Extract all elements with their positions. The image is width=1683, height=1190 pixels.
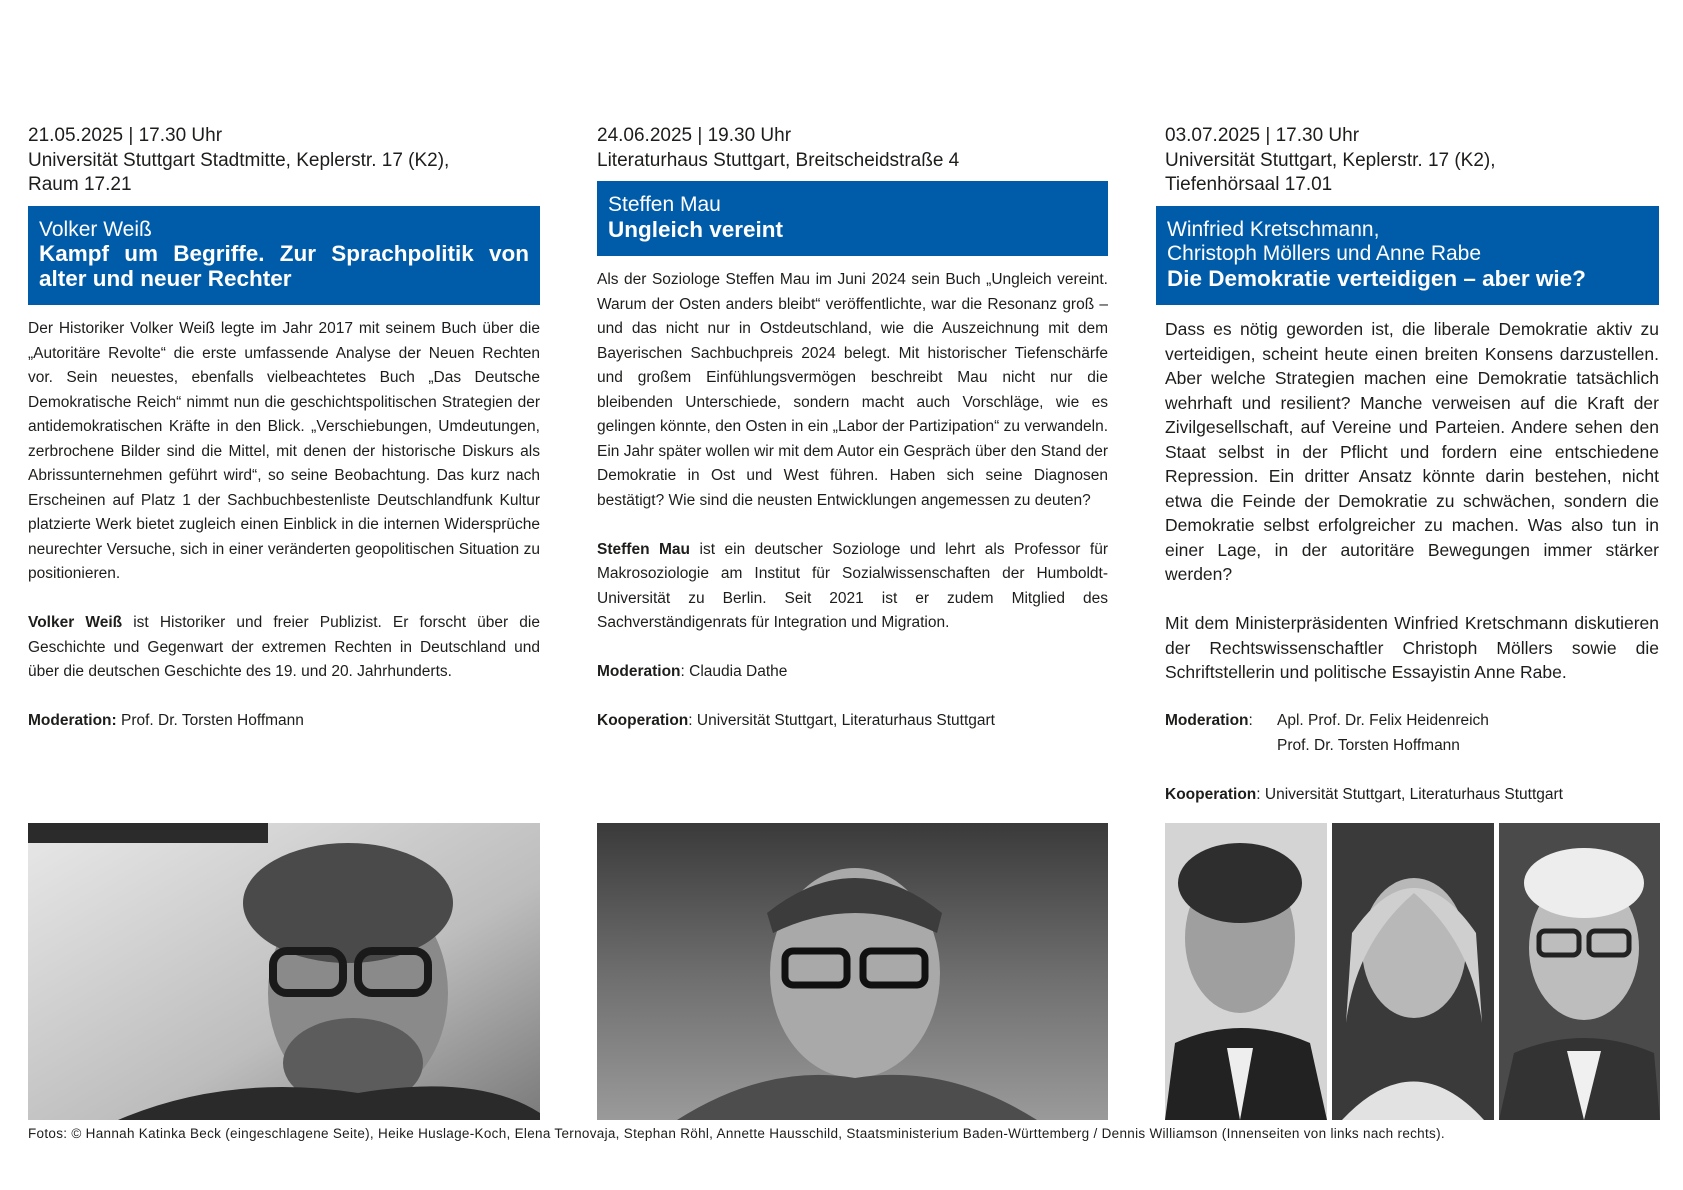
event-description-2: Mit dem Ministerpräsidenten Winfried Kretschmann diskutieren der Rechtswissenschaftler Christoph Möllers sowie die Schriftstellerin und politische Essayistin Anne Rabe.: [1165, 613, 1659, 682]
event-venue-line: Raum 17.21: [28, 174, 132, 195]
photo-anne-rabe: [1332, 823, 1494, 1120]
event-date-time: 03.07.2025 | 17.30 Uhr: [1165, 125, 1360, 146]
event-column-3: [1165, 124, 1659, 807]
bio-name: Volker Weiß: [28, 614, 123, 631]
event-venue-line: Literaturhaus Stuttgart, Breitscheidstraße 4: [597, 149, 960, 171]
event-meta: [597, 124, 1108, 173]
event-description: Dass es nötig geworden ist, die liberale Demokratie aktiv zu verteidigen, scheint heute einen breiten Konsens darzustellen. Aber welche Strategien machen eine Demokratie tatsächlich wehrhaft und resilient? Manche verweisen auf die Kraft der Zivilgesellschaft, auf Vereine und Parteien. Andere sehen den Staat selbst in der Pflicht und fordern eine entschiedene Repression. Ein dritter Ansatz könnte darin bestehen, nicht etwa die Feinde der Demokratie zu schwächen, sondern die Demokratie selbst erfolgreicher zu machen. Was also tun in einer Lage, in der autoritäre Bewegungen immer stärker werden?: [1165, 319, 1659, 584]
bio-text: ist ein deutscher Soziologe und lehrt als Professor für Makrosoziologie am Institut für Sozialwissenschaften der Humboldt-Universität zu Berlin. Seit 2021 ist er zudem Mitglied des Sachverständigenrats für Integration und Migration.: [597, 540, 1108, 631]
photo-volker-weiss: [28, 823, 540, 1120]
moderation-label: Moderation:: [28, 712, 117, 729]
photo-steffen-mau: [597, 823, 1108, 1120]
moderation-value: Prof. Dr. Torsten Hoffmann: [116, 712, 304, 729]
photo-winfried-kretschmann: [1499, 823, 1660, 1120]
event-title: Kampf um Begriffe. Zur Sprachpolitik von alter und neuer Rechter: [39, 241, 529, 291]
photo-credits: Fotos: © Hannah Katinka Beck (eingeschlagene Seite), Heike Huslage-Koch, Elena Ternovaja, Stephan Röhl, Annette Hausschild, Staatsministerium Baden-Württemberg / Dennis Williamson (Innenseiten von links nach rechts).: [28, 1126, 1445, 1141]
event-date-time: 24.06.2025 | 19.30 Uhr: [597, 125, 792, 146]
speaker-bio: [28, 611, 540, 685]
event-speaker: Steffen Mau: [608, 193, 721, 216]
event-venue-line: Universität Stuttgart Stadtmitte, Keplerstr. 17 (K2),: [28, 149, 450, 171]
event-description: Der Historiker Volker Weiß legte im Jahr 2017 mit seinem Buch über die „Autoritäre Revolte“ die erste umfassende Analyse der Neuen Rechten vor. Sein neuestes, ebenfalls vielbeachtetes Buch „Das Deutsche Demokratische Reich“ nimmt nun die geschichtspolitischen Strategien der antidemokratischen Kräfte in den Blick. „Verschiebungen, Umdeutungen, zerbrochene Bilder sind die Mittel, mit denen der historische Diskurs als Abrissunternehmen geführt wird“, so seine Beobachtung. Das kurz nach Erscheinen auf Platz 1 der Sachbuchbestenliste Deutschlandfunk Kultur platzierte Werk bietet zugleich einen Einblick in die internen Widersprüche neurechter Versuche, sich in einer veränderten geopolitischen Situation zu positionieren.: [28, 320, 540, 582]
event-column-1: [28, 124, 540, 734]
cooperation-value: : Universität Stuttgart, Literaturhaus Stuttgart: [688, 712, 995, 729]
moderation-value: : Claudia Dathe: [680, 663, 788, 680]
cooperation: [1165, 783, 1659, 808]
moderation-label: Moderation: [597, 663, 681, 680]
event-title-band: [1156, 206, 1659, 306]
event-meta: [28, 124, 540, 198]
moderation-label: Moderation: [1165, 712, 1249, 729]
event-title-band: [28, 206, 540, 306]
event-column-2: [597, 124, 1108, 734]
cooperation: [597, 709, 1108, 734]
moderator: Prof. Dr. Torsten Hoffmann: [1277, 736, 1460, 754]
moderation: Moderation: Apl. Prof. Dr. Felix Heidenreich Prof. Dr. Torsten Hoffmann: [1165, 709, 1659, 758]
moderation: [28, 709, 540, 734]
bio-text: ist Historiker und freier Publizist. Er forscht über die Geschichte und Gegenwart der extremen Rechten in Deutschland und über die deutschen Geschichte des 19. und 20. Jahrhunderts.: [28, 614, 540, 680]
event-title: Ungleich vereint: [608, 216, 784, 242]
event-description: Als der Soziologe Steffen Mau im Juni 2024 sein Buch „Ungleich vereint. Warum der Osten anders bleibt“ veröffentlichte, war die Resonanz groß – und das nicht nur in Ostdeutschland, wie die Auszeichnung mit dem Bayerischen Sachbuchpreis 2024 belegt. Mit historischer Tiefenschärfe und großem Einfühlungsvermögen beschreibt Mau nicht nur die bleibenden Unterschiede, sondern macht auch Vorschläge, wie es gelingen könnte, den Osten in ein „Labor der Partizipation“ zu verwandeln. Ein Jahr später wollen wir mit dem Autor ein Gespräch über den Stand der Demokratie in Ost und West führen. Haben sich seine Diagnosen bestätigt? Wie sind die neusten Entwicklungen angemessen zu deuten?: [597, 271, 1108, 509]
bio-name: Steffen Mau: [597, 540, 691, 558]
cooperation-value: : Universität Stuttgart, Literaturhaus Stuttgart: [1256, 785, 1563, 803]
event-speaker: Christoph Möllers und Anne Rabe: [1167, 242, 1482, 265]
event-title: Die Demokratie verteidigen – aber wie?: [1167, 265, 1586, 291]
speaker-bio: [597, 538, 1108, 636]
photo-christoph-moellers: [1165, 823, 1327, 1120]
moderation: [597, 660, 1108, 685]
event-speaker: Winfried Kretschmann,: [1167, 217, 1380, 241]
event-meta: [1165, 124, 1659, 198]
cooperation-label: Kooperation: [1165, 785, 1257, 803]
event-venue-line: Universität Stuttgart, Keplerstr. 17 (K2),: [1165, 149, 1496, 171]
event-speaker: Volker Weiß: [39, 217, 152, 241]
event-venue-line: Tiefenhörsaal 17.01: [1165, 174, 1333, 195]
cooperation-label: Kooperation: [597, 712, 689, 729]
event-title-band: [597, 181, 1108, 256]
event-date-time: 21.05.2025 | 17.30 Uhr: [28, 125, 223, 146]
moderator: Apl. Prof. Dr. Felix Heidenreich: [1277, 712, 1489, 729]
